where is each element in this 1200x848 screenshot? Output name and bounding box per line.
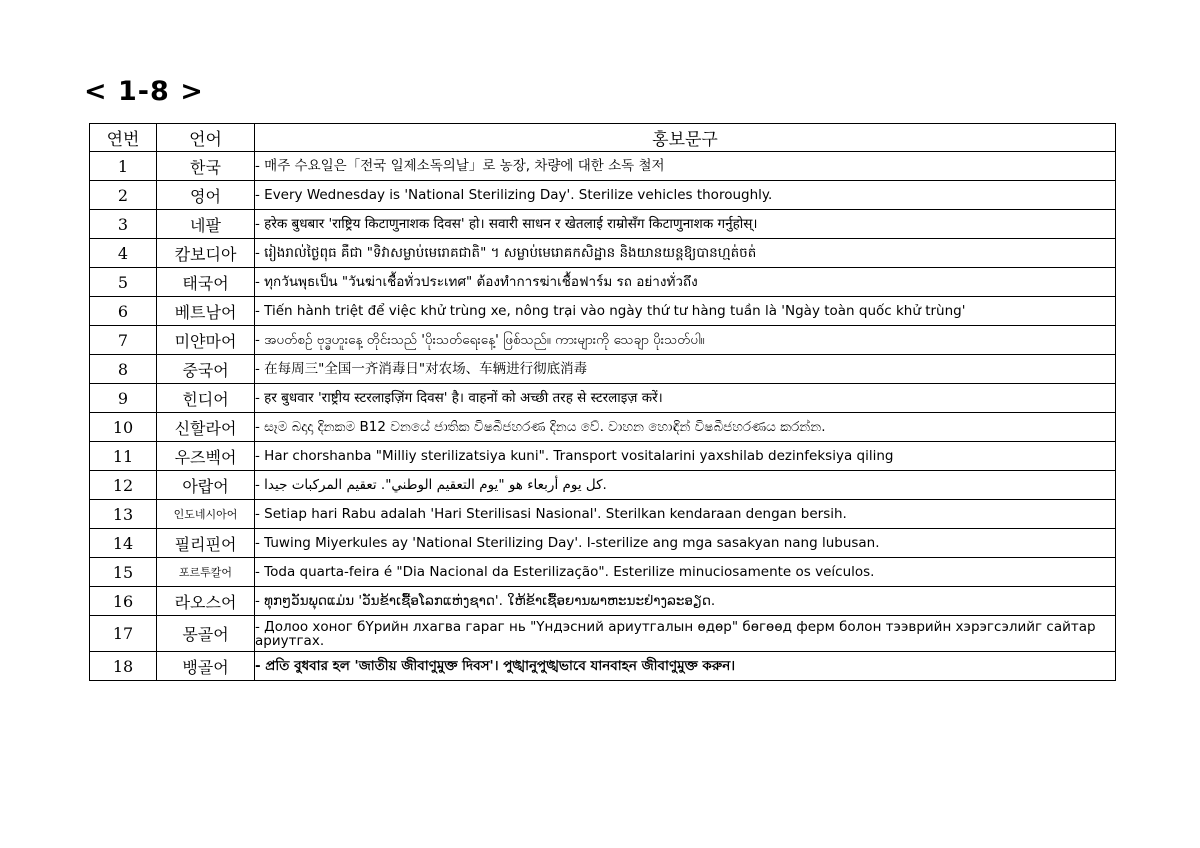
row-phrase: - Setiap hari Rabu adalah 'Hari Sterilisasi Nasional'. Sterilkan kendaraan dengan bersih.: [255, 500, 1116, 529]
row-phrase: - كل يوم أربعاء هو "يوم التعقيم الوطني". تعقيم المركبات جيدا.: [255, 471, 1116, 500]
row-language: 신할라어: [157, 413, 255, 442]
row-phrase: - Every Wednesday is 'National Sterilizing Day'. Sterilize vehicles thoroughly.: [255, 181, 1116, 210]
table-row: [90, 268, 1116, 297]
table-row: [90, 210, 1116, 239]
table-row: [90, 442, 1116, 471]
row-language: 중국어: [157, 355, 255, 384]
table-row: [90, 587, 1116, 616]
table-row: [90, 297, 1116, 326]
row-phrase: - প্রতি বুধবার হল 'জাতীয় জীবাণুমুক্ত দিবস'। পুঙ্খানুপুঙ্খভাবে যানবাহন জীবাণুমুক্ত করুন।: [255, 652, 1116, 681]
row-number: 11: [90, 442, 157, 471]
table-row: [90, 652, 1116, 681]
header-number: 연번: [90, 124, 157, 152]
row-number: 3: [90, 210, 157, 239]
row-language: 한국: [157, 152, 255, 181]
table-row: [90, 326, 1116, 355]
row-phrase: - Toda quarta-feira é "Dia Nacional da Esterilização". Esterilize minuciosamente os veículos.: [255, 558, 1116, 587]
table-row: [90, 500, 1116, 529]
row-language: 인도네시아어: [157, 500, 255, 529]
row-language: 영어: [157, 181, 255, 210]
row-phrase: - Долоо хоног бҮрийн лхагва гараг нь "Үндэсний ариутгалын өдөр" бөгөөд ферм болон тээврийн хэрэгсэлийг сайтар ариутгах.: [255, 616, 1116, 652]
row-language: 포르투칼어: [157, 558, 255, 587]
row-phrase: - ทุกวันพุธเป็น "วันฆ่าเชื้อทั่วประเทศ" ต้องทำการฆ่าเชื้อฟาร์ม รถ อย่างทั่วถึง: [255, 268, 1116, 297]
table-row: [90, 239, 1116, 268]
table-row: [90, 152, 1116, 181]
row-language: 필리핀어: [157, 529, 255, 558]
row-language: 라오스어: [157, 587, 255, 616]
row-language: 힌디어: [157, 384, 255, 413]
row-number: 8: [90, 355, 157, 384]
table-row: [90, 529, 1116, 558]
row-number: 1: [90, 152, 157, 181]
row-number: 18: [90, 652, 157, 681]
row-number: 6: [90, 297, 157, 326]
row-phrase: - ທຸກໆວັນພຸດແມ່ນ 'ວັນຂ້າເຊື້ອໂລກແຫ່ງຊາດ'. ໃຫ້ຂ້າເຊື້ອຍານພາຫະນະຢ່າງລະອຽດ.: [255, 587, 1116, 616]
promo-phrase-table: [89, 123, 1116, 681]
row-number: 2: [90, 181, 157, 210]
table-row: [90, 355, 1116, 384]
row-language: 우즈벡어: [157, 442, 255, 471]
row-language: 미얀마어: [157, 326, 255, 355]
row-number: 7: [90, 326, 157, 355]
row-phrase: - हरेक बुधबार 'राष्ट्रिय किटाणुनाशक दिवस' हो। सवारी साधन र खेतलाई राम्रोसँग किटाणुनाशक गर्नुहोस्।: [255, 210, 1116, 239]
row-language: 아랍어: [157, 471, 255, 500]
row-phrase: - Tuwing Miyerkules ay 'National Sterilizing Day'. I-sterilize ang mga sasakyan nang lubusan.: [255, 529, 1116, 558]
table-row: [90, 181, 1116, 210]
header-phrase: 홍보문구: [255, 124, 1116, 152]
row-number: 12: [90, 471, 157, 500]
row-number: 14: [90, 529, 157, 558]
row-phrase: - हर बुधवार 'राष्ट्रीय स्टरलाइज़िंग दिवस' है। वाहनों को अच्छी तरह से स्टरलाइज़ करें।: [255, 384, 1116, 413]
table-row: [90, 413, 1116, 442]
row-language: 캄보디아: [157, 239, 255, 268]
row-number: 10: [90, 413, 157, 442]
table-row: [90, 558, 1116, 587]
row-number: 4: [90, 239, 157, 268]
row-number: 17: [90, 616, 157, 652]
row-language: 태국어: [157, 268, 255, 297]
row-phrase: - រៀងរាល់ថ្ងៃពុធ គឺជា "ទិវាសម្លាប់មេរោគជាតិ" ។ សម្លាប់មេរោគកសិដ្ឋាន និងយានយន្តឱ្យបានហ្មត់ចត់: [255, 239, 1116, 268]
header-language: 언어: [157, 124, 255, 152]
row-language: 몽골어: [157, 616, 255, 652]
page-title: < 1-8 >: [84, 76, 204, 107]
row-number: 15: [90, 558, 157, 587]
row-number: 13: [90, 500, 157, 529]
row-phrase: - Tiến hành triệt để việc khử trùng xe, nông trại vào ngày thứ tư hàng tuần là 'Ngày toàn quốc khử trùng': [255, 297, 1116, 326]
row-phrase: - 在每周三"全国一齐消毒日"对农场、车辆进行彻底消毒: [255, 355, 1116, 384]
row-phrase: - အပတ်စဉ် ဗုဒ္ဓဟူးနေ့ တိုင်းသည် 'ပိုးသတ်ရေးနေ့' ဖြစ်သည်။ ကားများကို သေချာ ပိုးသတ်ပါ။: [255, 326, 1116, 355]
row-number: 16: [90, 587, 157, 616]
row-language: 뱅골어: [157, 652, 255, 681]
row-phrase: - 매주 수요일은「전국 일제소독의날」로 농장, 차량에 대한 소독 철저: [255, 152, 1116, 181]
row-phrase: - Har chorshanba "Milliy sterilizatsiya kuni". Transport vositalarini yaxshilab dezinfeksiya qiling: [255, 442, 1116, 471]
row-phrase: - සෑම බදාදා දිනකම B12 වනයේ ජාතික විෂබීජහරණ දිනය වේ. වාහන හොඳින් විෂබීජහරණය කරන්න.: [255, 413, 1116, 442]
table-row: [90, 471, 1116, 500]
table-row: [90, 616, 1116, 652]
table-row: [90, 384, 1116, 413]
row-number: 9: [90, 384, 157, 413]
row-language: 베트남어: [157, 297, 255, 326]
row-language: 네팔: [157, 210, 255, 239]
table-header-row: [90, 124, 1116, 152]
row-number: 5: [90, 268, 157, 297]
